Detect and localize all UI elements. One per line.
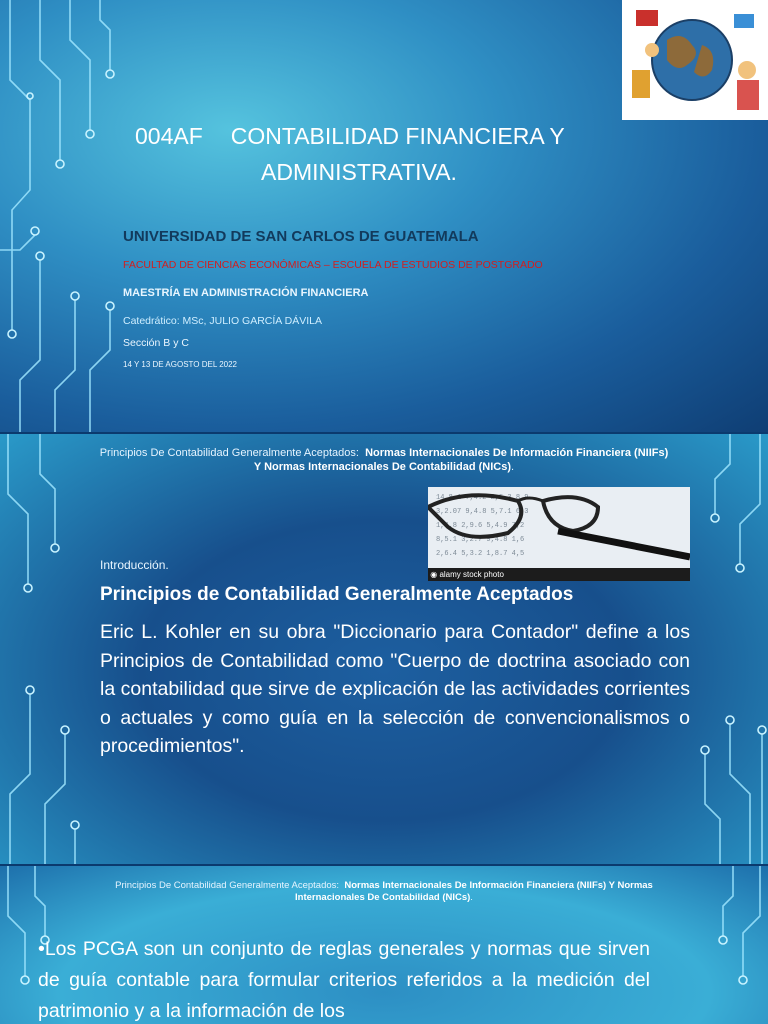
pcga-bullet: •Los PCGA son un conjunto de reglas generales y normas que sirven de guía contable para formular criterios referidos a la medición del patrimonio y a la información de los <box>38 938 650 1022</box>
header-end: . <box>511 461 515 473</box>
principles-title: Principios de Contabilidad Generalmente Aceptados <box>100 584 574 605</box>
photo-watermark: ◉ alamy stock photo <box>428 568 690 581</box>
slide-header <box>96 880 672 904</box>
header-end: . <box>470 892 473 903</box>
glasses-pen-photo <box>428 487 690 581</box>
pcga-slide <box>0 866 768 1024</box>
intro-slide <box>0 434 768 864</box>
circuit-decoration-right <box>690 434 768 864</box>
professor-name: Catedrático: MSc, JULIO GARCÍA DÁVILA <box>123 315 322 327</box>
globe-business-illustration <box>622 0 768 120</box>
university-name: UNIVERSIDAD DE SAN CARLOS DE GUATEMALA <box>123 228 479 245</box>
header-normal-text: Principios De Contabilidad Generalmente Aceptados: <box>99 447 359 459</box>
section-label: Sección B y C <box>123 337 189 349</box>
header-normal-text: Principios De Contabilidad Generalmente Aceptados: <box>115 880 340 891</box>
circuit-decoration-right <box>708 866 768 1024</box>
course-title-line1: CONTABILIDAD FINANCIERA Y <box>230 123 565 149</box>
watermark-text: alamy stock photo <box>439 570 504 579</box>
svg-text:1,4.8 2,9.6 5,4.9 7,2: 1,4.8 2,9.6 5,4.9 7,2 <box>436 522 525 530</box>
header-bold-text: Normas Internacionales De Información Financiera (NIIFs) Y Normas Internacionales De Contabilidad (NICs) <box>253 447 669 473</box>
master-program: MAESTRÍA EN ADMINISTRACIÓN FINANCIERA <box>123 287 369 299</box>
svg-text:3,2.07 9,4.8 5,7.1 6,3: 3,2.07 9,4.8 5,7.1 6,3 <box>436 508 529 516</box>
svg-text:14,8.1 7,4.2 2,5.3 8,9: 14,8.1 7,4.2 2,5.3 8,9 <box>436 494 529 502</box>
circuit-decoration-left <box>0 434 90 864</box>
intro-label: Introducción. <box>100 558 169 572</box>
svg-text:8,5.1 3,2.7 9,4.8 1,6: 8,5.1 3,2.7 9,4.8 1,6 <box>436 536 525 544</box>
slide-header <box>96 446 672 474</box>
header-bold-text: Normas Internacionales De Información Financiera (NIIFs) Y Normas Internacionales De Contabilidad (NICs) <box>295 880 653 903</box>
course-title-line2: ADMINISTRATIVA. <box>261 159 457 185</box>
title-slide <box>0 0 768 432</box>
course-code: 004AF <box>135 123 203 149</box>
course-title <box>135 118 625 190</box>
faculty-name: FACULTAD DE CIENCIAS ECONÓMICAS – ESCUELA DE ESTUDIOS DE POSTGRADO <box>123 259 543 271</box>
definition-paragraph: Eric L. Kohler en su obra "Diccionario para Contador" define a los Principios de Contabilidad como "Cuerpo de doctrina asociado con la contabilidad que sirve de explicación de las actividades corrientes o actuales y como guía en la selección de convencionalismos o procedimientos". <box>100 621 690 757</box>
circuit-decoration-left <box>0 0 130 432</box>
date-label: 14 Y 13 DE AGOSTO DEL 2022 <box>123 360 237 369</box>
svg-text:2,6.4 5,3.2 1,8.7 4,5: 2,6.4 5,3.2 1,8.7 4,5 <box>436 550 525 558</box>
